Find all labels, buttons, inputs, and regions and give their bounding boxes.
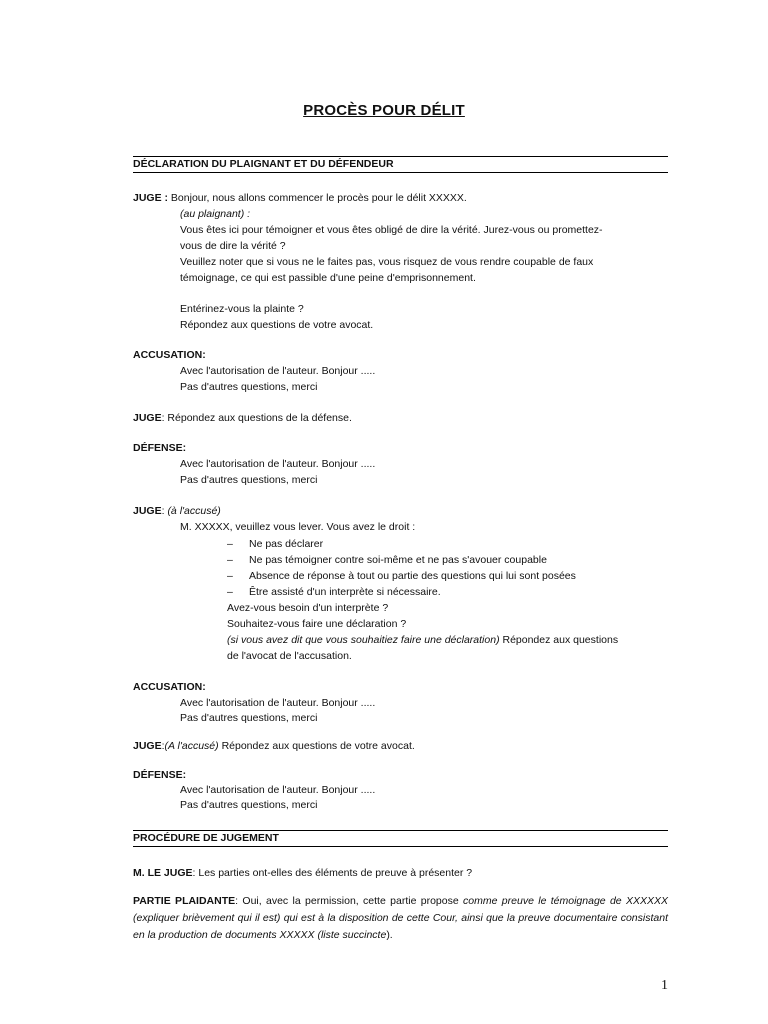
- juge-intro-line: [133, 191, 467, 205]
- bullet-dash: –: [227, 570, 233, 582]
- text-line: Pas d'autres questions, merci: [180, 712, 318, 724]
- juge-line: JUGE: Répondez aux questions de la défense.: [133, 412, 352, 424]
- section-heading-declaration: DÉCLARATION DU PLAIGNANT ET DU DÉFENDEUR: [133, 156, 668, 173]
- page-number: 1: [661, 978, 668, 993]
- mle-juge-line: M. LE JUGE: Les parties ont-elles des éléments de preuve à présenter ?: [133, 867, 473, 879]
- text-line: Répondez aux questions de votre avocat.: [180, 319, 374, 331]
- bullet-item: Ne pas déclarer: [249, 538, 324, 550]
- text-line: Avec l'autorisation de l'auteur. Bonjour .....: [180, 784, 376, 796]
- text-line: Pas d'autres questions, merci: [180, 474, 318, 486]
- text-line: M. XXXXX, veuillez vous lever. Vous avez le droit :: [180, 521, 416, 533]
- document-title: PROCÈS POUR DÉLIT: [303, 102, 465, 119]
- text-line: (si vous avez dit que vous souhaitiez faire une déclaration) Répondez aux questions: [227, 634, 619, 646]
- text-line: Pas d'autres questions, merci: [180, 381, 318, 393]
- juge-line: JUGE:(A l'accusé) Répondez aux questions de votre avocat.: [133, 740, 415, 752]
- aside-au-plaignant: (au plaignant) :: [180, 208, 251, 220]
- text-line: Entérinez-vous la plainte ?: [180, 303, 304, 315]
- text-line: Avez-vous besoin d'un interprète ?: [227, 602, 389, 614]
- bullet-dash: –: [227, 586, 233, 598]
- text-line: Avec l'autorisation de l'auteur. Bonjour .....: [180, 697, 376, 709]
- speaker-defense: DÉFENSE:: [133, 442, 187, 454]
- speaker-juge: JUGE :: [133, 192, 169, 204]
- partie-plaidante-paragraph: PARTIE PLAIDANTE: Oui, avec la permission, cette partie propose comme preuve le témoignage de XXXXXX (expliquer brièvement qui il est) qui est à la disposition de cette Cour, ainsi que la preuve documentaire consistant en la production de documents XXXXX (liste succincte).: [133, 895, 669, 941]
- text-line: de l'avocat de l'accusation.: [227, 650, 352, 662]
- text-line: Avec l'autorisation de l'auteur. Bonjour .....: [180, 458, 376, 470]
- bullet-dash: –: [227, 554, 233, 566]
- text-line: vous de dire la vérité ?: [180, 240, 286, 252]
- bullet-item: Absence de réponse à tout ou partie des questions qui lui sont posées: [249, 570, 576, 582]
- speaker-accusation: ACCUSATION:: [133, 681, 206, 693]
- juge-accuse-line: JUGE: (à l'accusé): [133, 505, 221, 517]
- speaker-defense: DÉFENSE:: [133, 769, 187, 781]
- bullet-dash: –: [227, 538, 233, 550]
- text-line: Souhaitez-vous faire une déclaration ?: [227, 618, 407, 630]
- text-line: témoignage, ce qui est passible d'une peine d'emprisonnement.: [180, 272, 476, 284]
- juge-intro-text: Bonjour, nous allons commencer le procès pour le délit XXXXX.: [168, 192, 467, 204]
- bullet-item: Ne pas témoigner contre soi-même et ne pas s'avouer coupable: [249, 554, 547, 566]
- text-line: Pas d'autres questions, merci: [180, 799, 318, 811]
- section-heading-procedure: PROCÉDURE DE JUGEMENT: [133, 830, 668, 847]
- bullet-item: Être assisté d'un interprète si nécessaire.: [249, 586, 441, 598]
- speaker-accusation: ACCUSATION:: [133, 349, 206, 361]
- text-line: Avec l'autorisation de l'auteur. Bonjour .....: [180, 365, 376, 377]
- text-line: Veuillez noter que si vous ne le faites pas, vous risquez de vous rendre coupable de faux: [180, 256, 594, 268]
- text-line: Vous êtes ici pour témoigner et vous êtes obligé de dire la vérité. Jurez-vous ou promettez-: [180, 224, 603, 236]
